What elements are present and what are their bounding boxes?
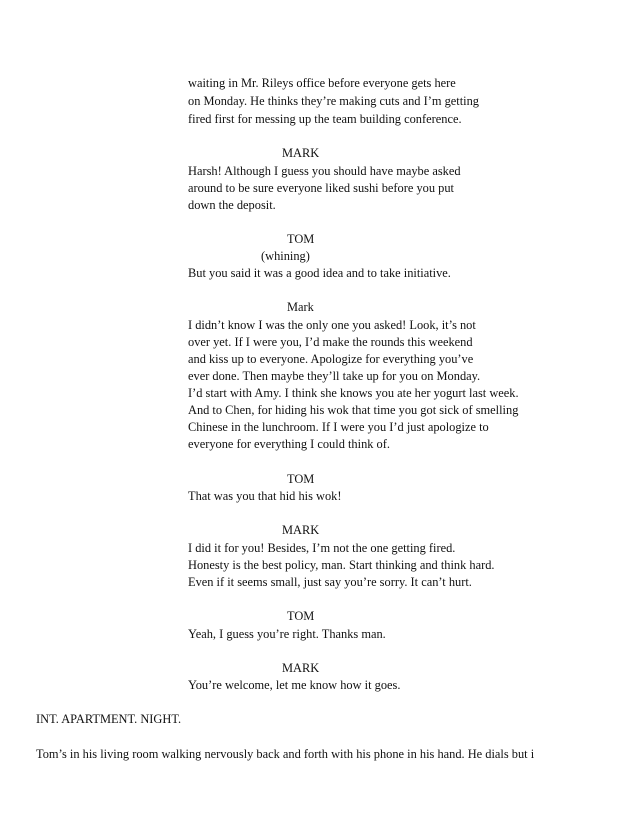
dialogue-line: down the deposit. <box>188 198 276 212</box>
scene-heading: INT. APARTMENT. NIGHT. <box>36 712 182 726</box>
dialogue-line: And to Chen, for hiding his wok that time you got sick of smelling <box>188 403 519 417</box>
dialogue-line: everyone for everything I could think of. <box>188 437 390 451</box>
character-name: MARK <box>282 661 320 675</box>
dialogue-line: waiting in Mr. Rileys office before everyone gets here <box>188 76 456 90</box>
dialogue-line: I’d start with Amy. I think she knows you ate her yogurt last week. <box>188 386 519 400</box>
dialogue-line: fired first for messing up the team building conference. <box>188 112 462 126</box>
dialogue-line: Honesty is the best policy, man. Start thinking and think hard. <box>188 558 495 572</box>
character-name: TOM <box>287 232 315 246</box>
dialogue-line: Harsh! Although I guess you should have maybe asked <box>188 164 461 178</box>
character-name: TOM <box>287 609 315 623</box>
dialogue-line: I did it for you! Besides, I’m not the one getting fired. <box>188 541 456 555</box>
character-name: Mark <box>287 300 314 314</box>
character-name: MARK <box>282 146 320 160</box>
action-line: Tom’s in his living room walking nervously back and forth with his phone in his hand. He dials but i <box>36 747 535 761</box>
dialogue-line: and kiss up to everyone. Apologize for everything you’ve <box>188 352 474 366</box>
dialogue-line: That was you that hid his wok! <box>188 489 342 503</box>
dialogue-line: around to be sure everyone liked sushi before you put <box>188 181 454 195</box>
parenthetical: (whining) <box>261 249 310 263</box>
dialogue-line: You’re welcome, let me know how it goes. <box>188 678 401 692</box>
dialogue-line: Chinese in the lunchroom. If I were you I’d just apologize to <box>188 420 489 434</box>
dialogue-line: on Monday. He thinks they’re making cuts and I’m getting <box>188 94 480 108</box>
dialogue-line: ever done. Then maybe they’ll take up for you on Monday. <box>188 369 481 383</box>
dialogue-line: Yeah, I guess you’re right. Thanks man. <box>188 627 386 641</box>
dialogue-line: I didn’t know I was the only one you asked! Look, it’s not <box>188 318 476 332</box>
dialogue-line: But you said it was a good idea and to take initiative. <box>188 266 451 280</box>
character-name: MARK <box>282 523 320 537</box>
dialogue-line: Even if it seems small, just say you’re sorry. It can’t hurt. <box>188 575 472 589</box>
character-name: TOM <box>287 472 315 486</box>
dialogue-line: over yet. If I were you, I’d make the rounds this weekend <box>188 335 473 349</box>
